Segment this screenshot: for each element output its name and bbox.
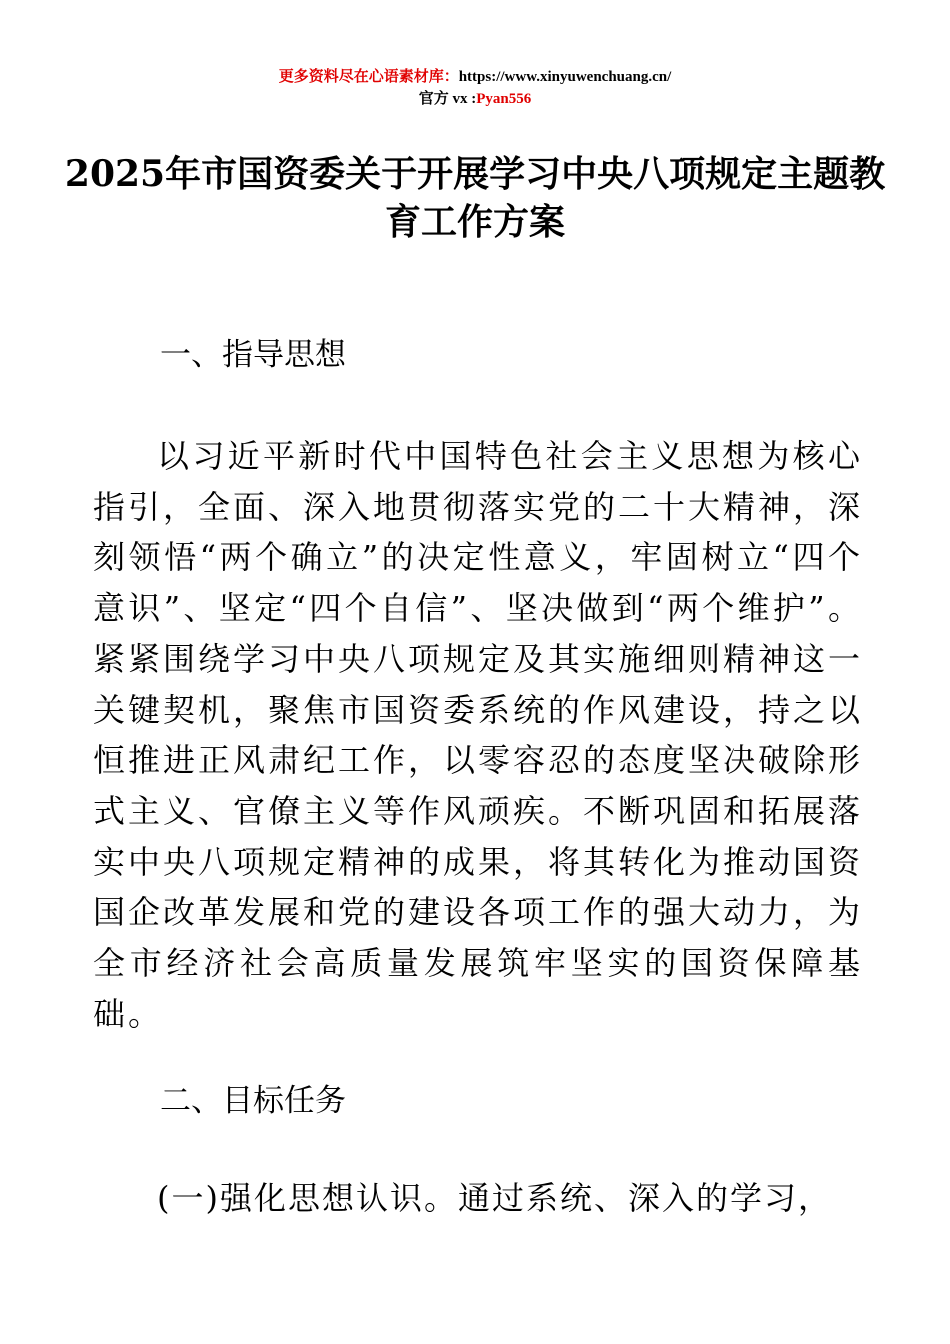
page-header [0, 66, 950, 110]
section-body-guiding-thought: 以习近平新时代中国特色社会主义思想为核心指引，全面、深入地贯彻落实党的二十大精神，深刻领悟“两个确立”的决定性意义，牢固树立“四个意识”、坚定“四个自信”、坚决做到“两个维护”。紧紧围绕学习中央八项规定及其实施细则精神这一关键契机，聚焦市国资委系统的作风建设，持之以恒推进正风肃纪工作，以零容忍的态度坚决破除形式主义、官僚主义等作风顽疾。不断巩固和拓展落实中央八项规定精神的成果，将其转化为推动国资国企改革发展和党的建设各项工作的强大动力，为全市经济社会高质量发展筑牢坚实的国资保障基础。 [93, 437, 864, 1033]
section-body-goals-tasks: (一)强化思想认识。通过系统、深入的学习， [157, 1179, 832, 1217]
header-line-1 [0, 66, 950, 88]
section-heading-guiding-thought: 一、指导思想 [160, 337, 346, 373]
header-promo-text: 更多资料尽在心语素材库： [278, 69, 459, 85]
document-title: 2025年市国资委关于开展学习中央八项规定主题教育工作方案 [64, 153, 886, 243]
header-wechat-label: 官方 vx : [418, 91, 477, 107]
header-url-link[interactable]: https://www.xinyuwenchuang.cn/ [458, 69, 672, 85]
header-wechat-id: Pyan556 [476, 91, 532, 107]
section-heading-goals-tasks: 二、目标任务 [160, 1083, 346, 1119]
header-line-2 [0, 88, 950, 110]
